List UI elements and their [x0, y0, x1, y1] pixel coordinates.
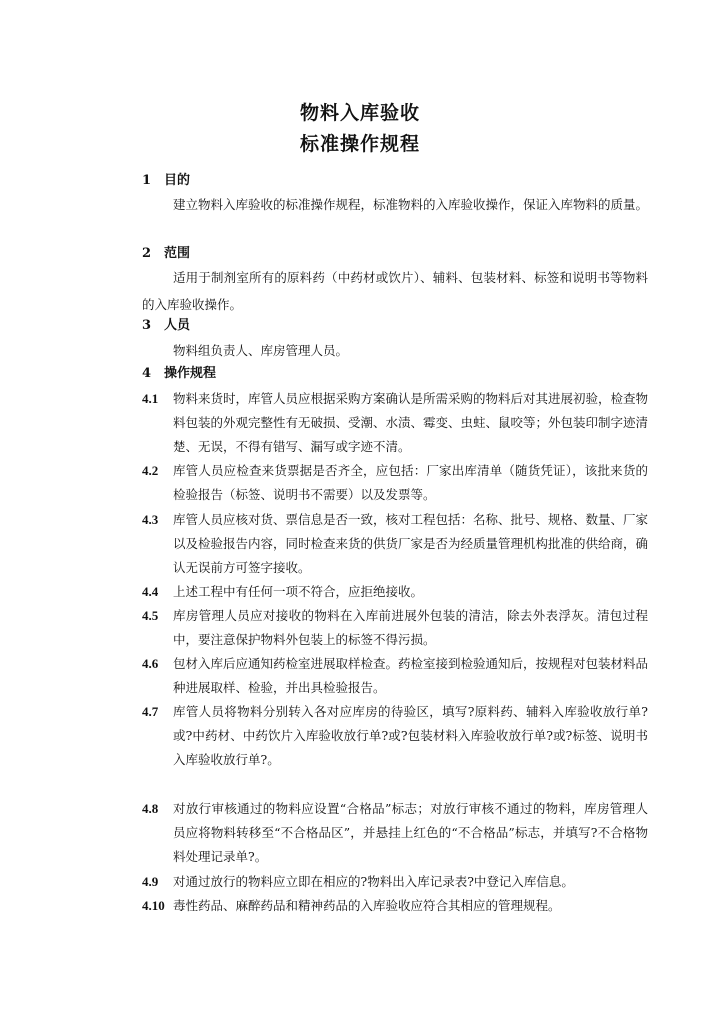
item-text: 包材入库后应通知药检室进展取样检查。药检室接到检验通知后，按规程对包装材料品种进展取样、检验，并出具检验报告。 [173, 656, 649, 695]
item-text: 库管人员应核对货、票信息是否一致，核对工程包括：名称、批号、规格、数量、厂家以及检验报告内容，同时检查来货的供货厂家是否为经质量管理机构批准的供给商，确认无误前方可签字接收。 [173, 512, 649, 575]
item-text: 对放行审核通过的物料应设置“合格品”标志；对放行审核不通过的物料，库房管理人员应将物料转移至“不合格品区”，并悬挂上红色的“不合格品”标志，并填写?不合格物料处理记录单?。 [173, 801, 648, 864]
section-body-personnel: 物料组负责人、库房管理人员。 [173, 343, 349, 358]
item-text: 库房管理人员应对接收的物料在入库前进展外包装的清洁，除去外表浮灰。清包过程中，要注意保护物料外包装上的标签不得污损。 [173, 608, 648, 647]
document-subtitle: 标准操作规程 [299, 133, 420, 155]
procedure-item [142, 700, 648, 772]
procedure-item [142, 459, 648, 507]
section-heading-personnel [142, 316, 190, 336]
item-text: 毒性药品、麻醉药品和精神药品的入库验收应符合其相应的管理规程。 [173, 898, 561, 913]
section-title: 操作规程 [164, 366, 217, 381]
procedure-item [142, 652, 648, 700]
item-number: 4.8 [142, 801, 159, 816]
item-number: 4.3 [142, 512, 159, 527]
section-number: 1 [142, 173, 152, 188]
item-text: 库管人员应检查来货票据是否齐全，应包括：厂家出库清单（随货凭证），该批来货的检验报告（标签、说明书不需要）以及发票等。 [173, 463, 648, 502]
item-number: 4.1 [142, 391, 159, 406]
item-number: 4.4 [142, 584, 159, 599]
item-number: 4.2 [142, 463, 159, 478]
item-text: 库管人员将物料分别转入各对应库房的待验区，填写?原料药、辅料入库验收放行单?或?中药材、中药饮片入库验收放行单?或?包装材料入库验收放行单?或?标签、说明书入库验收放行单?。 [173, 704, 648, 767]
item-number: 4.5 [142, 608, 159, 623]
item-text: 物料来货时，库管人员应根据采购方案确认是所需采购的物料后对其进展初验，检查物料包装的外观完整性有无破损、受潮、水渍、霉变、虫蛀、鼠咬等；外包装印制字迹清楚、无误，不得有错写、漏写或字迹不清。 [173, 391, 649, 454]
item-number: 4.6 [142, 656, 159, 671]
item-number: 4.10 [142, 898, 165, 913]
section-title: 范围 [164, 246, 191, 261]
procedure-item [142, 797, 648, 869]
procedure-item [142, 580, 648, 604]
procedure-item [142, 508, 648, 580]
item-text: 对通过放行的物料应立即在相应的?物料出入库记录表?中登记入库信息。 [173, 874, 574, 889]
procedure-item [142, 387, 648, 459]
section-number: 2 [142, 246, 152, 261]
section-body-purpose: 建立物料入库验收的标准操作规程，标准物料的入库验收操作，保证入库物料的质量。 [173, 197, 649, 212]
section-heading-scope [142, 244, 190, 264]
item-number: 4.7 [142, 704, 159, 719]
section-heading-procedure [142, 364, 216, 384]
item-number: 4.9 [142, 874, 159, 889]
section-number: 3 [142, 318, 152, 333]
section-title: 人员 [164, 318, 191, 333]
procedure-item [142, 870, 648, 894]
procedure-item [142, 894, 648, 918]
section-number: 4 [142, 366, 152, 381]
section-heading-purpose [142, 171, 190, 191]
item-text: 上述工程中有任何一项不符合，应拒绝接收。 [173, 584, 424, 599]
section-body-scope: 适用于制剂室所有的原料药（中药材或饮片）、辅料、包装材料、标签和说明书等物料的入库验收操作。 [142, 270, 648, 312]
document-title: 物料入库验收 [299, 102, 420, 124]
section-title: 目的 [164, 173, 191, 188]
procedure-item [142, 604, 648, 652]
